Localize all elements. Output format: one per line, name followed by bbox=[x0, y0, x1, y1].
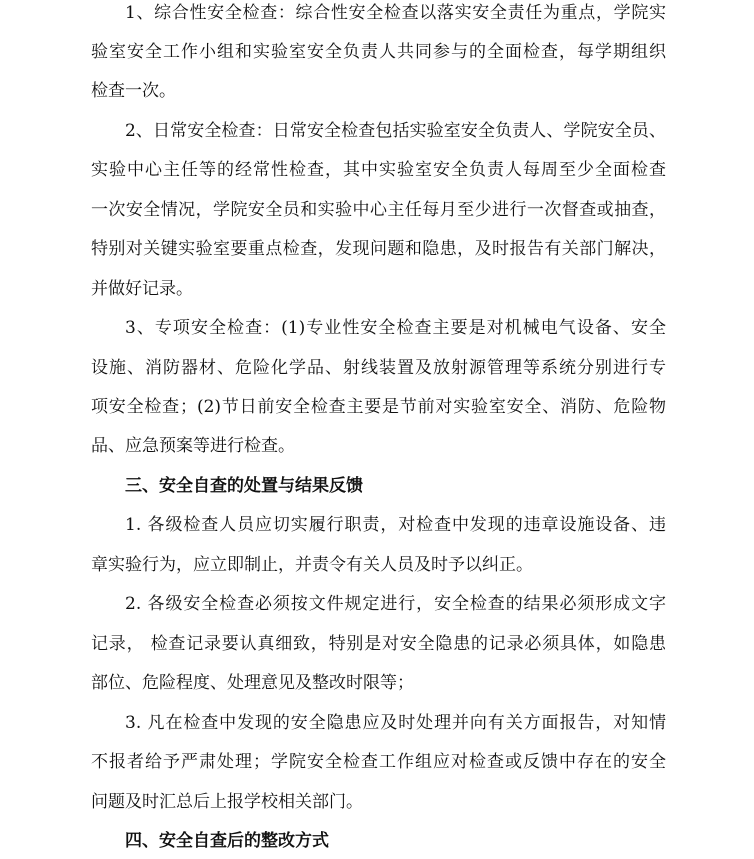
paragraph-1-line-2: 验室安全工作小组和实验室安全负责人共同参与的全面检查，每学期组织 bbox=[91, 42, 666, 62]
section-heading-4: 四、安全自查后的整改方式 bbox=[125, 831, 329, 851]
paragraph-1-line-3: 检查一次。 bbox=[91, 81, 176, 101]
paragraph-3-line-2: 设施、消防器材、危险化学品、射线装置及放射源管理等系统分别进行专 bbox=[91, 358, 666, 378]
paragraph-4-line-2: 章实验行为，应立即制止，并责令有关人员及时予以纠正。 bbox=[91, 555, 533, 575]
paragraph-2-line-4: 特别对关键实验室要重点检查，发现问题和隐患，及时报告有关部门解决， bbox=[91, 239, 666, 259]
paragraph-5-line-1: 2. 各级安全检查必须按文件规定进行，安全检查的结果必须形成文字 bbox=[125, 594, 666, 614]
paragraph-4-line-1: 1. 各级检查人员应切实履行职责，对检查中发现的违章设施设备、违 bbox=[125, 515, 666, 535]
paragraph-6-line-2: 不报者给予严肃处理；学院安全检查工作组应对检查或反馈中存在的安全 bbox=[91, 752, 666, 772]
paragraph-1-line-1: 1、综合性安全检查：综合性安全检查以落实安全责任为重点，学院实 bbox=[125, 3, 666, 23]
paragraph-6-line-1: 3. 凡在检查中发现的安全隐患应及时处理并向有关方面报告，对知情 bbox=[125, 713, 666, 733]
paragraph-3-line-4: 品、应急预案等进行检查。 bbox=[91, 436, 295, 456]
paragraph-5-line-2: 记录， 检查记录要认真细致，特别是对安全隐患的记录必须具体，如隐患 bbox=[91, 634, 666, 654]
paragraph-3-line-1: 3、专项安全检查：(1)专业性安全检查主要是对机械电气设备、安全 bbox=[125, 318, 666, 338]
paragraph-2-line-2: 实验中心主任等的经常性检查，其中实验室安全负责人每周至少全面检查 bbox=[91, 160, 666, 180]
paragraph-3-line-3: 项安全检查；(2)节日前安全检查主要是节前对实验室安全、消防、危险物 bbox=[91, 397, 666, 417]
paragraph-2-line-1: 2、日常安全检查：日常安全检查包括实验室安全负责人、学院安全员、 bbox=[125, 121, 666, 141]
section-heading-3: 三、安全自查的处置与结果反馈 bbox=[125, 476, 363, 496]
paragraph-2-line-3: 一次安全情况，学院安全员和实验中心主任每月至少进行一次督查或抽查， bbox=[91, 200, 666, 220]
paragraph-6-line-3: 问题及时汇总后上报学校相关部门。 bbox=[91, 792, 363, 812]
paragraph-2-line-5: 并做好记录。 bbox=[91, 279, 193, 299]
paragraph-5-line-3: 部位、危险程度、处理意见及整改时限等； bbox=[91, 673, 414, 693]
